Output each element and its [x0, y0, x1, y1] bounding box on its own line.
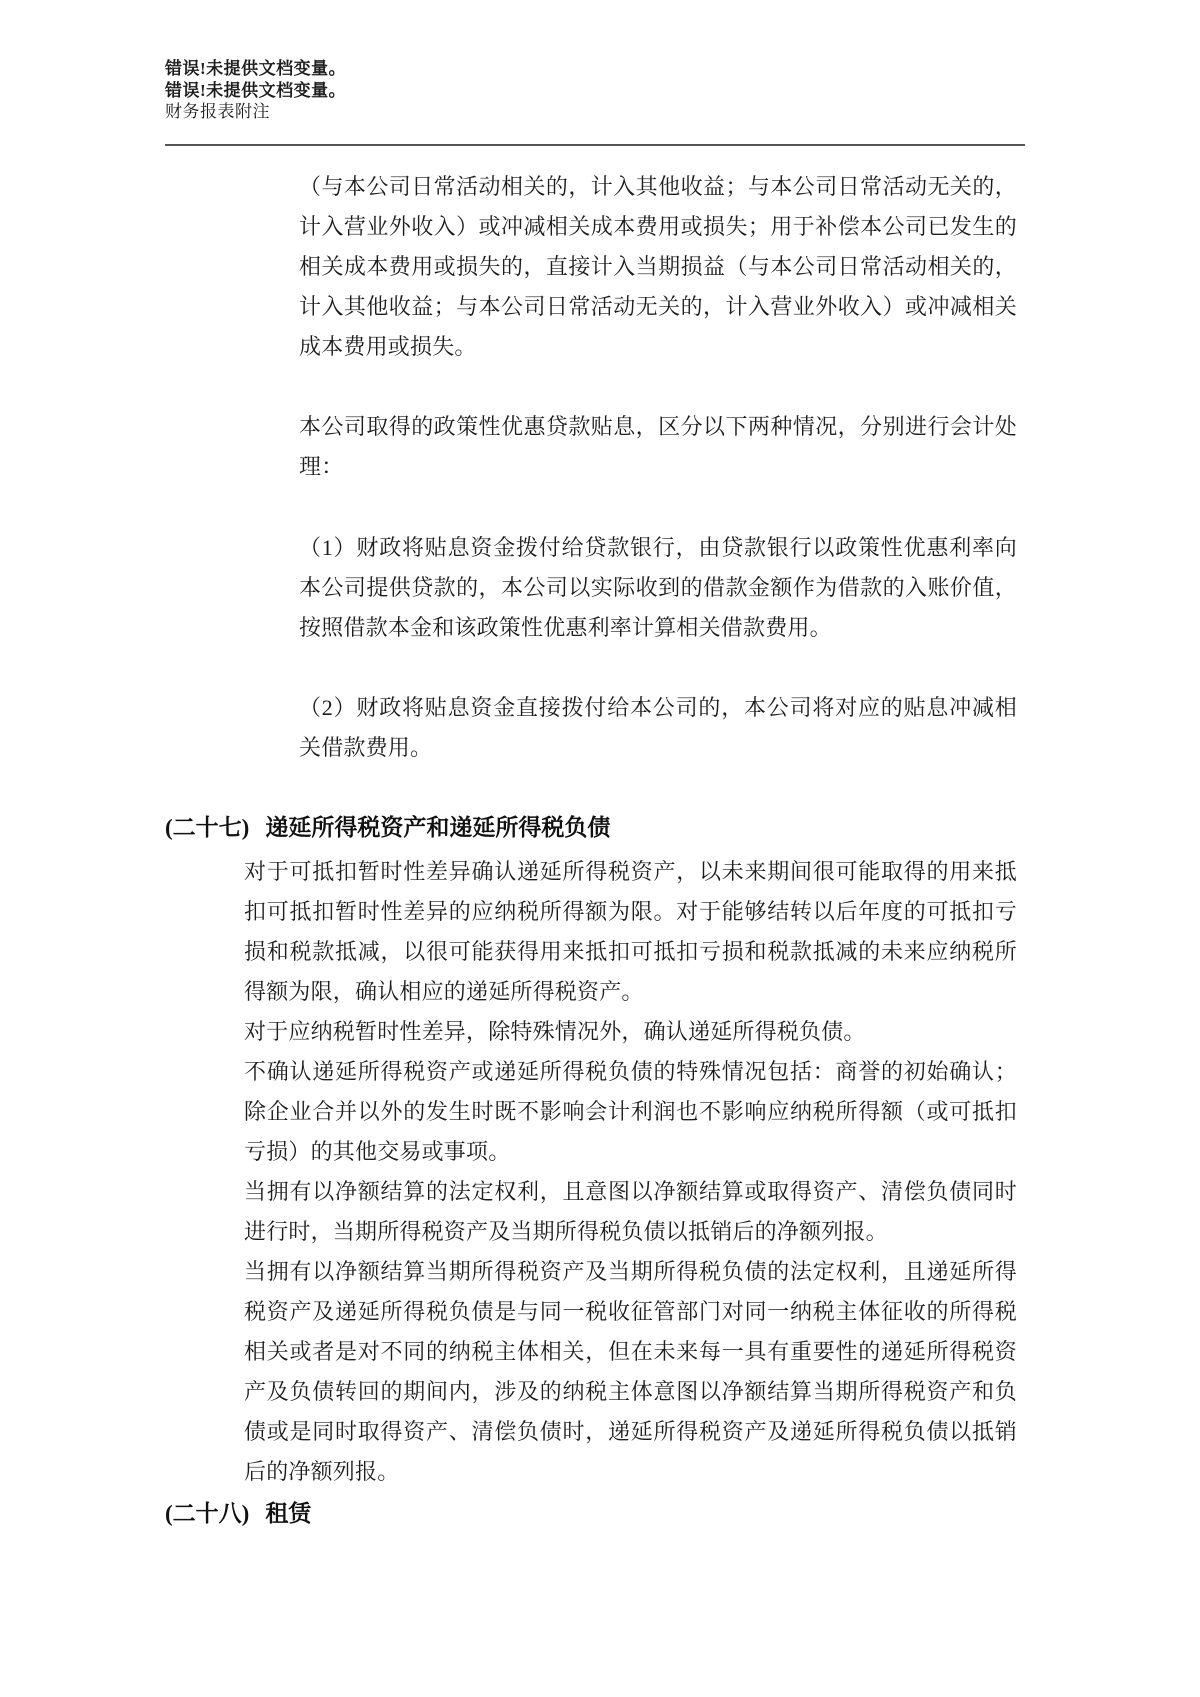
- header-subtitle: 财务报表附注: [165, 102, 270, 121]
- header-error-line-2: 错误!未提供文档变量。: [165, 80, 347, 100]
- section-27-number: (二十七): [165, 815, 250, 840]
- section-28-heading: [165, 1498, 311, 1530]
- section-28-number: (二十八): [165, 1501, 250, 1526]
- paragraph-policy-loan: 本公司取得的政策性优惠贷款贴息，区分以下两种情况，分别进行会计处理：: [299, 414, 1017, 479]
- section-27-paragraph-5: 当拥有以净额结算当期所得税资产及当期所得税负债的法定权利，且递延所得税资产及递延所得税负债是与同一税收征管部门对同一纳税主体征收的所得税相关或者是对不同的纳税主体相关，但在未来每一具有重要性的递延所得税资产及负债转回的期间内，涉及的纳税主体意图以净额结算当期所得税资产和负债或是同时取得资产、清偿负债时，递延所得税资产及递延所得税负债以抵销后的净额列报。: [244, 1259, 1017, 1484]
- section-27-title: 递延所得税资产和递延所得税负债: [265, 815, 611, 840]
- paragraph-continuation: （与本公司日常活动相关的，计入其他收益；与本公司日常活动无关的，计入营业外收入）或冲减相关成本费用或损失；用于补偿本公司已发生的相关成本费用或损失的，直接计入当期损益（与本公司日常活动相关的，计入其他收益；与本公司日常活动无关的，计入营业外收入）或冲减相关成本费用或损失。: [299, 174, 1017, 359]
- paragraph-case-2: （2）财政将贴息资金直接拨付给本公司的，本公司将对应的贴息冲减相关借款费用。: [299, 695, 1017, 760]
- page-header: [165, 58, 1025, 123]
- section-27-paragraph-2: 对于应纳税暂时性差异，除特殊情况外，确认递延所得税负债。: [244, 1019, 866, 1044]
- section-27-paragraph-1: 对于可抵扣暂时性差异确认递延所得税资产，以未来期间很可能取得的用来抵扣可抵扣暂时性差异的应纳税所得额为限。对于能够结转以后年度的可抵扣亏损和税款抵减，以很可能获得用来抵扣可抵扣亏损和税款抵减的未来应纳税所得额为限，确认相应的递延所得税资产。: [244, 859, 1017, 1004]
- section-27-paragraph-3: 不确认递延所得税资产或递延所得税负债的特殊情况包括：商誉的初始确认；除企业合并以外的发生时既不影响会计利润也不影响应纳税所得额（或可抵扣亏损）的其他交易或事项。: [244, 1059, 1017, 1164]
- section-27-heading: [165, 812, 610, 844]
- header-error-line-1: 错误!未提供文档变量。: [165, 59, 347, 78]
- header-divider: [165, 144, 1025, 146]
- section-27-paragraph-4: 当拥有以净额结算的法定权利，且意图以净额结算或取得资产、清偿负债同时进行时，当期所得税资产及当期所得税负债以抵销后的净额列报。: [244, 1179, 1017, 1244]
- section-28-title: 租赁: [265, 1501, 312, 1526]
- section-27-body: [244, 852, 1017, 1492]
- paragraph-case-1: （1）财政将贴息资金拨付给贷款银行，由贷款银行以政策性优惠利率向本公司提供贷款的，本公司以实际收到的借款金额作为借款的入账价值，按照借款本金和该政策性优惠利率计算相关借款费用。: [299, 535, 1017, 640]
